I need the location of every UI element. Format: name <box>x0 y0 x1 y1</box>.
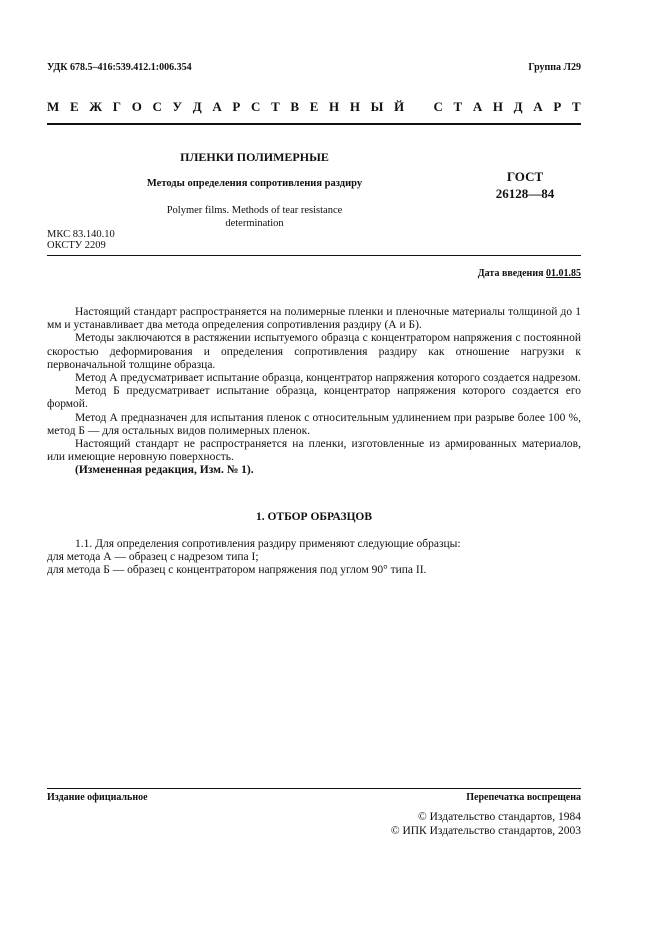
intro-text <box>47 306 581 478</box>
banner-word1-letter: У <box>172 99 183 114</box>
banner-word1-letter: А <box>212 99 222 114</box>
paragraph-method-b: Метод Б предусматривает испытание образца, концентратор напряжения которого создается его формой. <box>47 385 581 411</box>
banner-word2-letter: Т <box>571 99 581 114</box>
intro-date-label: Дата введения <box>477 268 544 279</box>
banner-word1-letter: Ж <box>89 99 103 114</box>
mks-code: МКС 83.140.10 <box>47 229 115 240</box>
reprint-prohibited: Перепечатка воспрещена <box>466 792 581 803</box>
document-title: ПЛЕНКИ ПОЛИМЕРНЫЕ <box>180 150 329 164</box>
paragraph-scope: Настоящий стандарт распространяется на полимерные пленки и пленочные материалы толщиной до 1 мм и устанавливает два метода определения сопротивления раздиру (А и Б). <box>47 306 581 332</box>
banner-word2-letter: Т <box>453 99 463 114</box>
banner-word1-letter: Е <box>69 99 79 114</box>
banner-word2-letter: Н <box>492 99 504 114</box>
copyright-2003: © ИПК Издательство стандартов, 2003 <box>390 824 581 837</box>
official-edition: Издание официальное <box>47 792 148 803</box>
banner-word1-letter: В <box>290 99 300 114</box>
section-1-title: 1. ОТБОР ОБРАЗЦОВ <box>255 511 373 523</box>
banner-word1-letter: Ы <box>370 99 384 114</box>
intro-date-value: 01.01.85 <box>546 268 581 279</box>
banner-word1-letter: М <box>47 99 60 114</box>
udk-code: УДК 678.5–416:539.412.1:006.354 <box>47 62 192 73</box>
okstu-code: ОКСТУ 2209 <box>47 240 106 251</box>
paragraph-methods: Методы заключаются в растяжении испытуемого образца с концентратором напряжения с постоянной скоростью деформирования и определения сопротивления раздиру как отношение нагрузки к первоначальной толщине образца. <box>47 332 581 371</box>
classification-codes <box>47 229 115 251</box>
gost-label: ГОСТ <box>506 169 544 184</box>
bottom-rule <box>47 788 581 789</box>
amendment-note: (Измененная редакция, Изм. № 1). <box>75 464 254 477</box>
banner-word2-letter: А <box>472 99 483 114</box>
banner-word1-letter: С <box>251 99 261 114</box>
banner-word2-letter: Р <box>553 99 562 114</box>
section-1-text <box>47 538 581 578</box>
banner-word1-letter: С <box>152 99 162 114</box>
middle-rule <box>47 255 581 256</box>
clause-1-1: 1.1. Для определения сопротивления раздиру применяют следующие образцы: <box>75 538 461 550</box>
paragraph-exclusion: Настоящий стандарт не распространяется на пленки, изготовленные из армированных материалов, или имеющие неровную поверхность. <box>47 438 581 464</box>
banner-word1-letter: Т <box>271 99 280 114</box>
banner-word1-letter: Г <box>112 99 122 114</box>
banner-word1-letter: Н <box>349 99 360 114</box>
gost-designation <box>470 168 580 202</box>
banner-word1-letter: Й <box>394 99 405 114</box>
paragraph-application: Метод А предназначен для испытания пленок с относительным удлинением при разрыве более 100 %, метод Б — для остальных видов полимерных пленок. <box>47 411 581 437</box>
copyright-block <box>391 811 581 838</box>
banner-word2-letter: А <box>533 99 543 114</box>
clause-method-b: для метода Б — образец с концентратором напряжения под углом 90° типа II. <box>47 564 427 577</box>
banner-word1-letter: Н <box>329 99 340 114</box>
group-code: Группа Л29 <box>528 62 581 73</box>
intro-date <box>478 268 581 279</box>
english-title-line2: determination <box>225 218 284 229</box>
banner-word1-letter: Е <box>309 99 319 114</box>
top-rule <box>47 123 581 125</box>
banner-word2-letter: С <box>433 99 443 114</box>
banner-word2-letter: Д <box>513 99 523 114</box>
document-subtitle: Методы определения сопротивления раздиру <box>146 178 363 189</box>
clause-method-a: для метода А — образец с надрезом типа I; <box>47 551 259 564</box>
gost-number: 26128—84 <box>495 186 555 201</box>
copyright-1984: © Издательство стандартов, 1984 <box>417 811 581 823</box>
english-title-line1: Polymer films. Methods of tear resistance <box>166 205 343 216</box>
paragraph-method-a: Метод А предусматривает испытание образца, концентратор напряжения которого создается надрезом. <box>75 372 581 385</box>
banner-word1-letter: О <box>131 99 142 114</box>
banner-word1-letter: Р <box>232 99 241 114</box>
banner-word1-letter: Д <box>192 99 202 114</box>
standard-banner <box>47 97 581 117</box>
english-title <box>47 204 462 230</box>
